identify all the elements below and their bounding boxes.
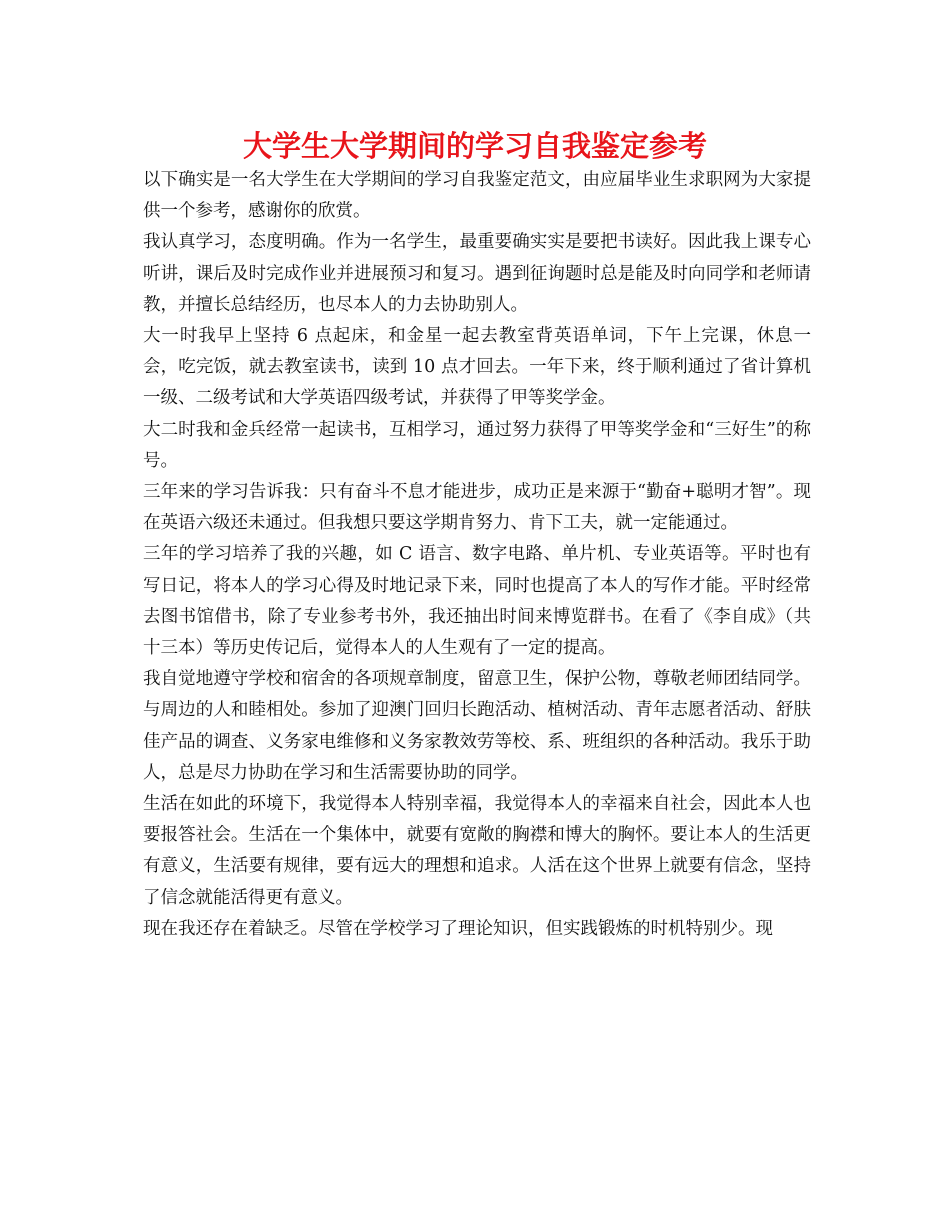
paragraph-shortcomings: 现在我还存在着缺乏。尽管在学校学习了理论知识，但实践锻炼的时机特别少。现	[143, 918, 773, 939]
document-title: 大学生大学期间的学习自我鉴定参考	[242, 129, 707, 163]
paragraph-sophomore-year: 大二时我和金兵经常一起读书，互相学习，通过努力获得了甲等奖学金和“三好生”的称号。	[143, 419, 811, 471]
paragraph-life: 生活在如此的环境下，我觉得本人特别幸福，我觉得本人的幸福来自社会，因此本人也要报答社会。生活在一个集体中，就要有宽敞的胸襟和博大的胸怀。要让本人的生活更有意义，生活要有规律，要有远大的理想和追求。人活在这个世界上就要有信念，坚持了信念就能活得更有意义。	[143, 794, 811, 908]
paragraph-lessons: 三年来的学习告诉我：只有奋斗不息才能进步，成功正是来源于“勤奋+聪明才智”。现在英语六级还未通过。但我想只要这学期肯努力、肯下工夫，就一定能通过。	[143, 482, 811, 534]
document-body	[143, 165, 811, 945]
paragraph-freshman-year: 大一时我早上坚持 6 点起床，和金星一起去教室背英语单词，下午上完课，休息一会，吃完饭，就去教室读书，读到 10 点才回去。一年下来，终于顺利通过了省计算机一级、二级考试和大学英语四级考试，并获得了甲等奖学金。	[143, 326, 811, 409]
paragraph-conduct: 我自觉地遵守学校和宿舍的各项规章制度，留意卫生，保护公物，尊敬老师团结同学。与周边的人和睦相处。参加了迎澳门回归长跑活动、植树活动、青年志愿者活动、舒肤佳产品的调查、义务家电维修和义务家教效劳等校、系、班组织的各种活动。我乐于助人，总是尽力协助在学习和生活需要协助的同学。	[143, 669, 811, 783]
paragraph-attitude: 我认真学习，态度明确。作为一名学生，最重要确实实是要把书读好。因此我上课专心听讲，课后及时完成作业并进展预习和复习。遇到征询题时总是能及时向同学和老师请教，并擅长总结经历，也尽本人的力去协助别人。	[143, 232, 811, 315]
paragraph-intro: 以下确实是一名大学生在大学期间的学习自我鉴定范文，由应届毕业生求职网为大家提供一个参考，感谢你的欣赏。	[143, 170, 811, 222]
paragraph-interests: 三年的学习培养了我的兴趣，如 C 语言、数字电路、单片机、专业英语等。平时也有写日记，将本人的学习心得及时地记录下来，同时也提高了本人的写作才能。平时经常去图书馆借书，除了专业参考书外，我还抽出时间来博览群书。在看了《李自成》（共十三本）等历史传记后，觉得本人的人生观有了一定的提高。	[143, 544, 811, 659]
